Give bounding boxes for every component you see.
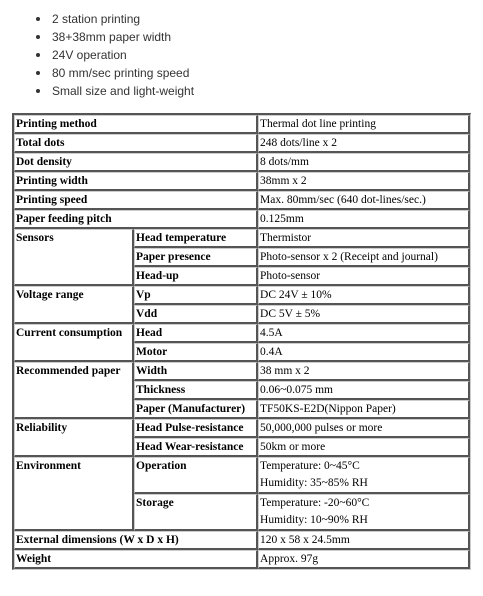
table-row [14, 286, 470, 305]
group-label-voltage-range: Voltage range [14, 286, 134, 324]
group-label-environment: Environment [14, 457, 134, 531]
row-label-weight: Weight [14, 550, 258, 569]
row-label-printing-speed: Printing speed [14, 191, 258, 210]
group-label-sensors: Sensors [14, 229, 134, 286]
row-value-printing-method: Thermal dot line printing [258, 115, 470, 134]
row-value-printing-width: 38mm x 2 [258, 172, 470, 191]
storage-humidity: Humidity: 10~90% RH [260, 514, 368, 526]
sub-label-head-up: Head-up [134, 267, 258, 286]
operation-temperature: Temperature: 0~45°C [260, 460, 360, 472]
row-label-total-dots: Total dots [14, 134, 258, 153]
table-row [14, 210, 470, 229]
sub-label-head: Head [134, 324, 258, 343]
specification-table [12, 113, 471, 570]
sub-label-operation: Operation [134, 457, 258, 494]
feature-list [34, 10, 194, 100]
table-row [14, 115, 470, 134]
row-value-dot-density: 8 dots/mm [258, 153, 470, 172]
table-row [14, 419, 470, 438]
row-label-paper-feeding-pitch: Paper feeding pitch [14, 210, 258, 229]
sub-value-paper-manufacturer: TF50KS-E2D(Nippon Paper) [258, 400, 470, 419]
sub-label-paper-presence: Paper presence [134, 248, 258, 267]
group-label-recommended-paper: Recommended paper [14, 362, 134, 419]
row-label-printing-width: Printing width [14, 172, 258, 191]
table-row [14, 134, 470, 153]
table-row [14, 457, 470, 494]
sub-label-vdd: Vdd [134, 305, 258, 324]
sub-value-motor: 0.4A [258, 343, 470, 362]
sub-label-width: Width [134, 362, 258, 381]
feature-item: 24V operation [34, 46, 194, 64]
sub-value-head-temperature: Thermistor [258, 229, 470, 248]
sub-value-operation [258, 457, 470, 494]
row-label-dot-density: Dot density [14, 153, 258, 172]
feature-item: Small size and light-weight [34, 82, 194, 100]
sub-label-head-wear-resistance: Head Wear-resistance [134, 438, 258, 457]
table-row [14, 153, 470, 172]
operation-humidity: Humidity: 35~85% RH [260, 477, 368, 489]
table-row [14, 229, 470, 248]
sub-label-vp: Vp [134, 286, 258, 305]
sub-value-vdd: DC 5V ± 5% [258, 305, 470, 324]
sub-value-thickness: 0.06~0.075 mm [258, 381, 470, 400]
feature-item: 2 station printing [34, 10, 194, 28]
sub-value-paper-presence: Photo-sensor x 2 (Receipt and journal) [258, 248, 470, 267]
row-value-weight: Approx. 97g [258, 550, 470, 569]
sub-label-storage: Storage [134, 494, 258, 531]
sub-label-paper-manufacturer: Paper (Manufacturer) [134, 400, 258, 419]
sub-label-thickness: Thickness [134, 381, 258, 400]
row-label-external-dimensions: External dimensions (W x D x H) [14, 531, 258, 550]
sub-label-head-temperature: Head temperature [134, 229, 258, 248]
sub-value-vp: DC 24V ± 10% [258, 286, 470, 305]
storage-temperature: Temperature: -20~60°C [260, 497, 370, 509]
table-row [14, 324, 470, 343]
feature-item: 38+38mm paper width [34, 28, 194, 46]
row-value-printing-speed: Max. 80mm/sec (640 dot-lines/sec.) [258, 191, 470, 210]
table-row [14, 531, 470, 550]
row-value-paper-feeding-pitch: 0.125mm [258, 210, 470, 229]
row-label-printing-method: Printing method [14, 115, 258, 134]
group-label-current-consumption: Current consumption [14, 324, 134, 362]
sub-value-width: 38 mm x 2 [258, 362, 470, 381]
table-row [14, 172, 470, 191]
table-row [14, 362, 470, 381]
sub-label-head-pulse-resistance: Head Pulse-resistance [134, 419, 258, 438]
sub-value-head-wear-resistance: 50km or more [258, 438, 470, 457]
table-row [14, 550, 470, 569]
row-value-total-dots: 248 dots/line x 2 [258, 134, 470, 153]
group-label-reliability: Reliability [14, 419, 134, 457]
sub-label-motor: Motor [134, 343, 258, 362]
row-value-external-dimensions: 120 x 58 x 24.5mm [258, 531, 470, 550]
sub-value-head-pulse-resistance: 50,000,000 pulses or more [258, 419, 470, 438]
table-row [14, 191, 470, 210]
sub-value-head-up: Photo-sensor [258, 267, 470, 286]
sub-value-head: 4.5A [258, 324, 470, 343]
sub-value-storage [258, 494, 470, 531]
feature-item: 80 mm/sec printing speed [34, 64, 194, 82]
